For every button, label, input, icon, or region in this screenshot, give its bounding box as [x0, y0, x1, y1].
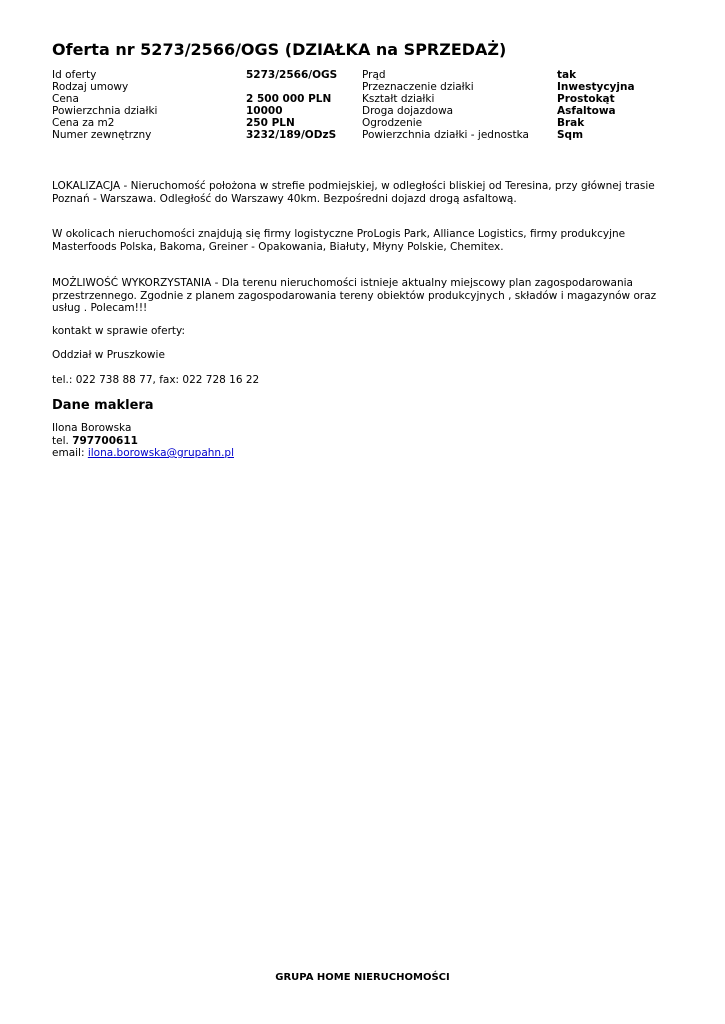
spec-value: Brak	[557, 117, 585, 129]
spec-value: 2 500 000 PLN	[246, 93, 332, 105]
spec-label: Ogrodzenie	[362, 117, 423, 129]
spec-label: Rodzaj umowy	[52, 81, 129, 93]
spec-label: Numer zewnętrzny	[52, 129, 152, 141]
spec-value: Inwestycyjna	[557, 81, 635, 93]
spec-value: 10000	[246, 105, 283, 117]
location-paragraph: LOKALIZACJA - Nieruchomość położona w strefie podmiejskiej, w odległości bliskiej od Teresina, przy głównej trasie Poznań - Warszawa. Odległość do Warszawy 40km. Bezpośredni dojazd drogą asfaltową.	[52, 180, 655, 205]
offer-title: Oferta nr 5273/2566/OGS (DZIAŁKA na SPRZEDAŻ)	[52, 40, 507, 59]
surroundings-paragraph: W okolicach nieruchomości znajdują się firmy logistyczne ProLogis Park, Alliance Logistics, firmy produkcyjne Masterfoods Polska, Bakoma, Greiner - Opakowania, Białuty, Młyny Polskie, Chemitex.	[52, 228, 626, 253]
spec-row	[52, 105, 672, 117]
spec-value: Sqm	[557, 129, 584, 141]
contact-intro: kontakt w sprawie oferty:	[52, 325, 185, 337]
broker-heading: Dane maklera	[52, 398, 154, 413]
spec-label: Kształt działki	[362, 93, 435, 105]
spec-label: Przeznaczenie działki	[362, 81, 474, 93]
spec-value: Prostokąt	[557, 93, 615, 105]
office-phones: tel.: 022 738 88 77, fax: 022 728 16 22	[52, 374, 260, 386]
spec-value: tak	[557, 69, 577, 81]
broker-name: Ilona Borowska	[52, 422, 132, 434]
specs-table	[52, 69, 672, 141]
spec-row	[52, 69, 672, 81]
footer-company-name: GRUPA HOME NIERUCHOMOŚCI	[275, 972, 450, 983]
spec-label: Cena	[52, 93, 79, 105]
spec-row	[52, 81, 672, 93]
spec-label: Id oferty	[52, 69, 97, 81]
branch-name: Oddział w Pruszkowie	[52, 349, 165, 361]
broker-email-link[interactable]: ilona.borowska@grupahn.pl	[87, 447, 234, 459]
usage-paragraph: MOŻLIWOŚĆ WYKORZYSTANIA - Dla terenu nieruchomości istnieje aktualny miejscowy plan zagospodarowania przestrzennego. Zgodnie z planem zagospodarowania tereny obiektów produkcyjnych , składów i magazynów oraz usług . Polecam!!!	[52, 277, 657, 314]
spec-value: 250 PLN	[246, 117, 295, 129]
spec-value: 3232/189/ODzS	[246, 129, 337, 141]
spec-value: Asfaltowa	[557, 105, 616, 117]
spec-label: Prąd	[362, 69, 386, 81]
spec-label: Cena za m2	[52, 117, 115, 129]
spec-label: Powierzchnia działki	[52, 105, 158, 117]
spec-label: Droga dojazdowa	[362, 105, 454, 117]
broker-email-label: email:	[52, 447, 85, 459]
spec-value: 5273/2566/OGS	[246, 69, 338, 81]
spec-label: Powierzchnia działki - jednostka	[362, 129, 529, 141]
broker-phone-label: tel.	[52, 434, 69, 447]
spec-row	[52, 117, 672, 129]
broker-phone-line	[52, 435, 234, 448]
spec-row	[52, 93, 672, 105]
spec-row	[52, 129, 672, 141]
broker-details	[52, 422, 234, 460]
broker-email-line	[52, 447, 234, 460]
broker-phone: 797700611	[72, 434, 138, 447]
